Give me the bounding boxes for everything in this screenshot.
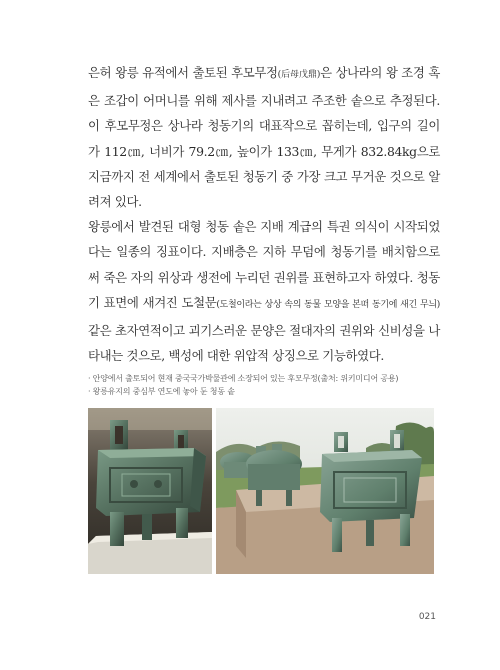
p2-text-b: 같은 초자연적이고 괴기스러운 문양은 절대자의 권위와 신비성을 나타내는 것으로, 백성에 대한 위압적 상징으로 기능하였다. (88, 323, 440, 364)
body-text (88, 60, 440, 368)
photo-captions (88, 372, 448, 398)
paragraph-1 (88, 60, 440, 214)
p1-text-b: 은 상나라의 왕 조경 혹은 조갑이 어머니를 위해 제사를 지내려고 주조한 솥으로 추정된다. 이 후모무정은 상나라 청동기의 대표작으로 꼽히는데, 입구의 길이가 112㎝, 너비가 79.2㎝, 높이가 133㎝, 무게가 832.84kg으로 지금까지 전 세계에서 출토된 청동기 중 가장 크고 무거운 것으로 알려져 있다. (88, 65, 440, 210)
photo-outdoor-bronze-cauldrons (216, 408, 434, 574)
p1-text-a: 은허 왕릉 유적에서 출토된 후모무정 (88, 65, 278, 80)
photo-houmuwu-ding (88, 408, 212, 574)
p2-text-a: 왕릉에서 발견된 대형 청동 솥은 지배 계급의 특권 의식이 시작되었다는 일종의 징표이다. 지배층은 지하 무덤에 청동기를 배치함으로써 죽은 자의 위상과 생전에 누리던 권위를 표현하고자 하였다. 청동기 표면에 새겨진 도철문 (88, 219, 440, 310)
caption-1: · 안양에서 출토되어 현재 중국국가박물관에 소장되어 있는 후모무정(출처: 위키미디어 공용) (88, 374, 399, 383)
paragraph-2 (88, 214, 440, 368)
p1-hanja-note: (后母戊鼎) (277, 70, 321, 80)
page-number: 021 (418, 612, 436, 622)
caption-2: · 왕릉유지의 중심부 연도에 놓아 둔 청동 솥 (88, 387, 235, 396)
p2-glossary-note: (도철이라는 상상 속의 동물 모양을 본떠 동기에 새긴 무늬) (216, 299, 440, 310)
